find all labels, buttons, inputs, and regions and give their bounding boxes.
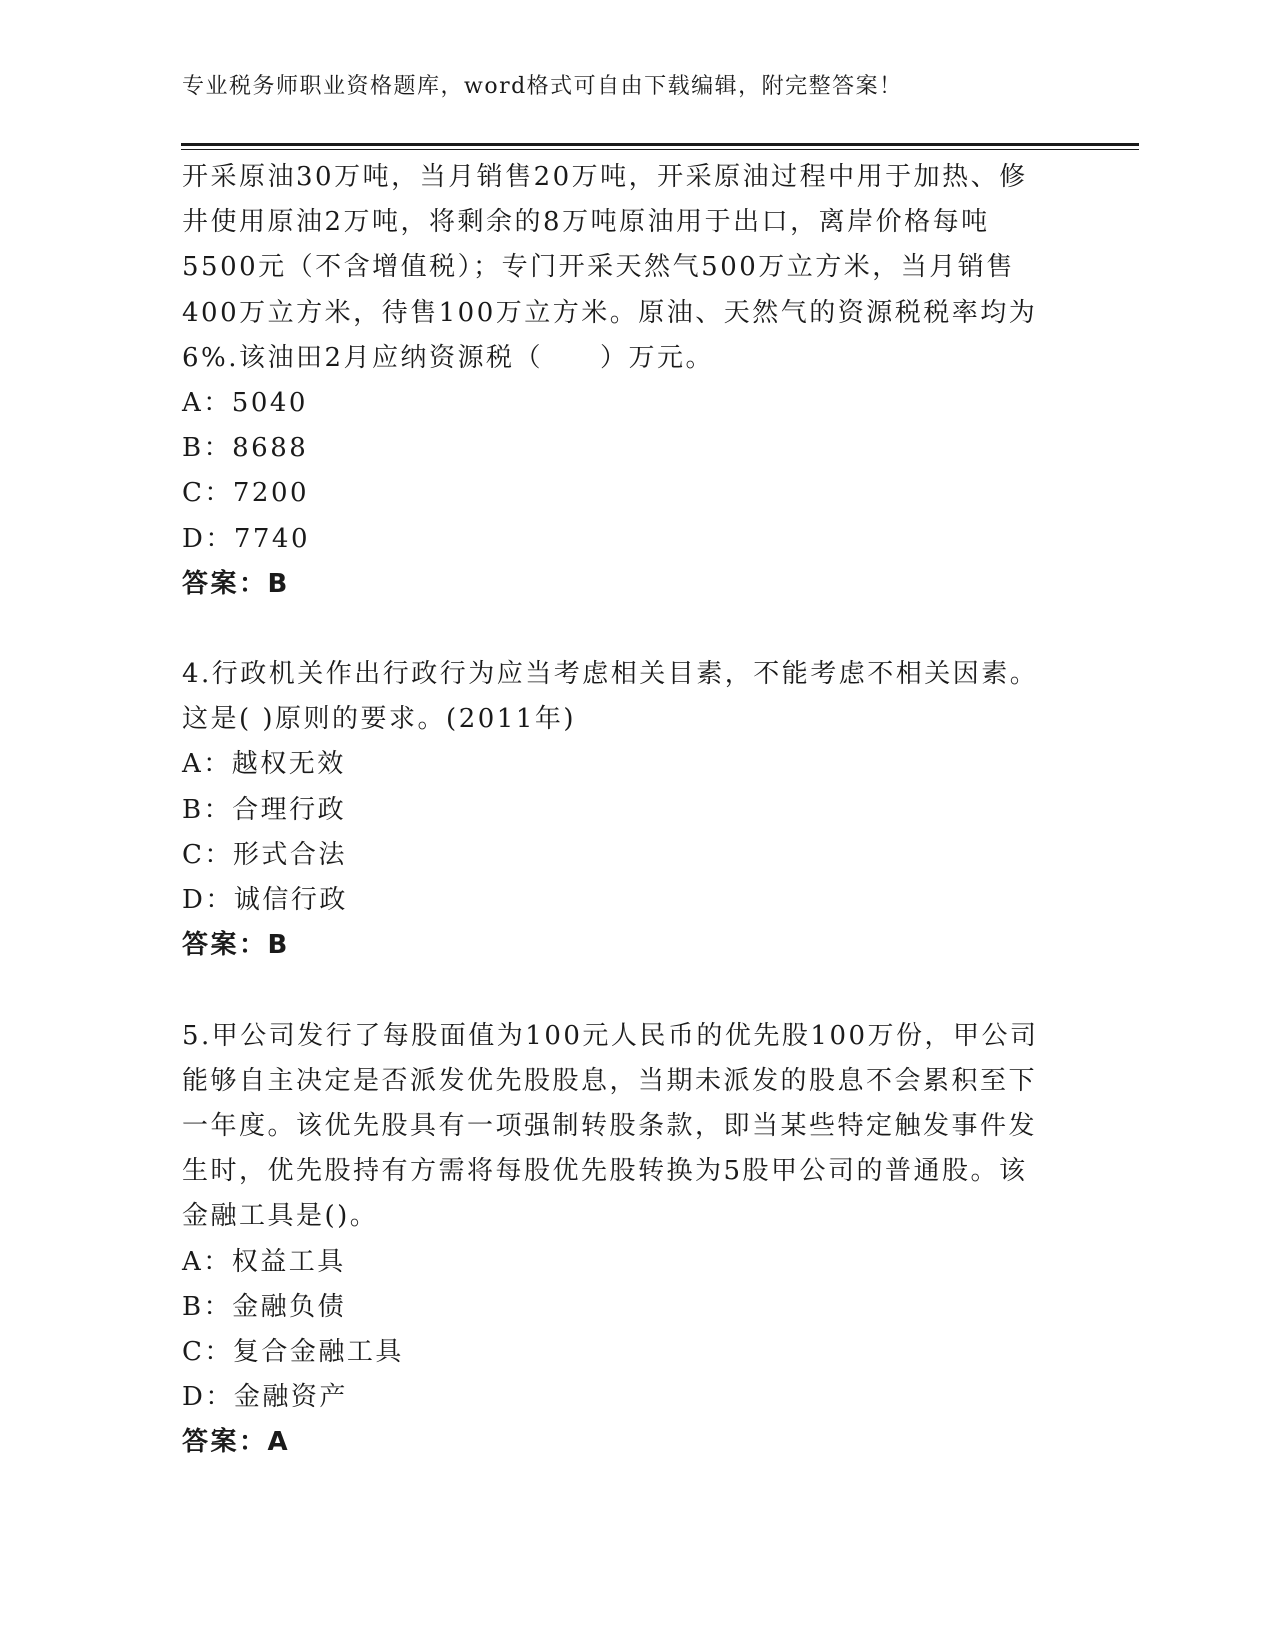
header-rule-thick (181, 143, 1139, 146)
page-header: 专业税务师职业资格题库，word格式可自由下载编辑，附完整答案！ (182, 74, 903, 99)
option-b: B：合理行政 (182, 794, 347, 825)
question-content (182, 155, 1062, 1465)
question-stem-line: 4.行政机关作出行政行为应当考虑相关目素，不能考虑不相关因素。 (182, 659, 1039, 690)
question-stem-line: 金融工具是()。 (182, 1201, 379, 1232)
option-d: D：金融资产 (182, 1382, 348, 1413)
answer-text: 答案：B (182, 568, 290, 599)
question-stem-line: 6%.该油田2月应纳资源税（ ）万元。 (182, 342, 715, 373)
question-stem-line: 5.甲公司发行了每股面值为100元人民币的优先股100万份，甲公司 (182, 1020, 1039, 1051)
header-rule-thin (181, 149, 1139, 150)
question-stem-line: 井使用原油2万吨，将剩余的8万吨原油用于出口，离岸价格每吨 (182, 207, 990, 238)
question-5 (182, 1014, 1062, 1466)
option-c: C：形式合法 (182, 839, 347, 870)
spacer (182, 607, 1062, 652)
question-3 (182, 155, 1062, 607)
option-d: D：7740 (182, 523, 311, 554)
question-stem-line: 生时，优先股持有方需将每股优先股转换为5股甲公司的普通股。该 (182, 1156, 1028, 1187)
option-d: D：诚信行政 (182, 885, 348, 915)
option-a: A：权益工具 (182, 1246, 346, 1277)
question-4 (182, 652, 1062, 968)
answer-text: 答案：B (182, 930, 290, 961)
option-c: C：7200 (182, 478, 310, 509)
option-a: A：5040 (182, 387, 308, 418)
question-stem-line: 400万立方米，待售100万立方米。原油、天然气的资源税税率均为 (182, 297, 1038, 328)
question-stem-line: 开采原油30万吨，当月销售20万吨，开采原油过程中用于加热、修 (182, 162, 1028, 192)
option-a: A：越权无效 (182, 749, 346, 780)
question-stem-line: 一年度。该优先股具有一项强制转股条款，即当某些特定触发事件发 (182, 1110, 1038, 1141)
question-stem-line: 这是( )原则的要求。(2011年) (182, 704, 577, 735)
question-stem-line: 能够自主决定是否派发优先股股息，当期未派发的股息不会累积至下 (182, 1065, 1038, 1096)
spacer (182, 968, 1062, 1013)
option-b: B：金融负债 (182, 1291, 347, 1322)
answer-text: 答案：A (182, 1427, 291, 1458)
option-c: C：复合金融工具 (182, 1336, 404, 1367)
question-stem-line: 5500元（不含增值税）；专门开采天然气500万立方米，当月销售 (182, 252, 1015, 283)
option-b: B：8688 (182, 433, 309, 464)
